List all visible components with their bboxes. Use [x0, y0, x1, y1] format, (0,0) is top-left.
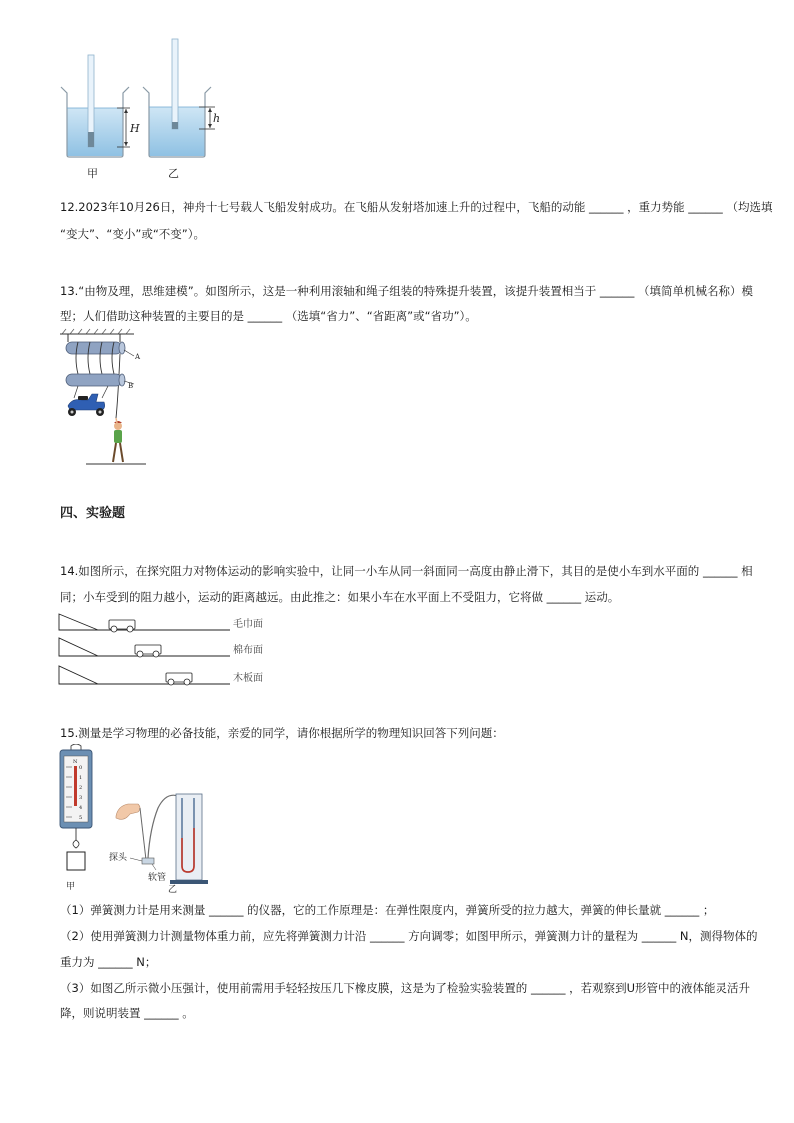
- tick-5: 5: [79, 815, 83, 821]
- person-pulling: [113, 418, 123, 462]
- probe-rod: [140, 808, 146, 860]
- fig-label-right: 乙: [168, 167, 179, 180]
- tick-4: 4: [79, 805, 83, 811]
- tube-left: [88, 55, 94, 147]
- beaker-left: [61, 87, 129, 157]
- fig-label-yi: 乙: [168, 885, 178, 894]
- track-towel: [59, 614, 263, 632]
- track-cotton: [59, 638, 263, 657]
- spring-scale-figure: [56, 744, 96, 894]
- q12-line1: 12.2023年10月26日，神舟十七号载人飞船发射成功。在飞船从发射塔加速上升的过程中，飞船的动能 ______ ，重力势能 ______ （均选填: [60, 200, 773, 214]
- probe-label: 探头: [109, 853, 128, 863]
- section-heading: 四、实验题: [60, 506, 126, 521]
- hanging-weight: [67, 852, 85, 870]
- q15-p1: （1）弹簧测力计是用来测量 ______ 的仪器，它的工作原理是：在弹性限度内，弹簧所受的拉力越大，弹簧的伸长量就 ______ ；: [60, 903, 715, 917]
- q15-p3-line1: （3）如图乙所示微小压强计，使用前需用手轻轻按压几下橡皮膜，这是为了检验实验装置的 ______ ，若观察到U形管中的液体能灵活升: [60, 981, 751, 995]
- surface-label-towel: 毛巾面: [233, 619, 263, 630]
- q13-line1: 13.“由物及理，思维建模”。如图所示，这是一种利用滚轴和绳子组装的特殊提升装置，该提升装置相当于 ______ （填简单机械名称）模: [60, 284, 754, 298]
- q14-line1: 14.如图所示，在探究阻力对物体运动的影响实验中，让同一小车从同一斜面同一高度由静止滑下，其目的是使小车到水平面的 ______ 相: [60, 564, 753, 578]
- q15-p2-line2: 重力为 ______ N；: [60, 955, 157, 969]
- q15-p2-line1: （2）使用弹簧测力计测量物体重力前，应先将弹簧测力计沿 ______ 方向调零；如图甲所示，弹簧测力计的量程为 ______ N，测得物体的: [60, 929, 758, 943]
- label-b: B: [128, 382, 134, 390]
- hose: [148, 795, 178, 858]
- scale-indicator: [74, 766, 77, 806]
- fig-label-left: 甲: [87, 167, 98, 180]
- height-label-right: h: [213, 112, 221, 125]
- pressure-gauge-figure: [108, 788, 208, 894]
- q15-intro: 15.测量是学习物理的必备技能，亲爱的同学，请你根据所学的物理知识回答下列问题：: [60, 726, 504, 740]
- surface-label-wood: 木板面: [233, 673, 263, 684]
- surface-label-cotton: 棉布面: [233, 645, 263, 656]
- tick-2: 2: [79, 785, 83, 791]
- q14-line2: 同；小车受到的阻力越小，运动的距离越远。由此推之：如果小车在水平面上不受阻力，它将做 ______ 运动。: [60, 590, 620, 604]
- q13-line2: 型；人们借助这种装置的主要目的是 ______ （选填“省力”、“省距离”或“省功”）。: [60, 309, 477, 323]
- tick-1: 1: [79, 775, 83, 781]
- roller-b: [66, 374, 122, 386]
- hand: [116, 804, 140, 819]
- q15-p3-line2: 降，则说明装置 ______ 。: [60, 1006, 194, 1020]
- stand-base: [170, 880, 208, 884]
- scale-unit-label: N: [73, 759, 78, 765]
- q12-line2: “变大”、“变小”或“不变”）。: [60, 227, 205, 241]
- label-a: A: [135, 353, 141, 361]
- tube-right: [172, 39, 178, 129]
- tick-3: 3: [79, 795, 83, 801]
- incline-cart-figure: [58, 612, 278, 692]
- scooter: [68, 394, 105, 416]
- roller-pulley-figure: [58, 328, 158, 474]
- track-wood: [59, 666, 263, 685]
- hose-label: 软管: [148, 873, 167, 883]
- height-label-left: H: [130, 122, 140, 135]
- probe-head: [142, 858, 154, 864]
- u-tube-board: [176, 794, 202, 880]
- beaker-tubes-figure: [55, 35, 230, 183]
- tick-0: 0: [79, 765, 83, 771]
- fig-label-jia: 甲: [66, 882, 76, 892]
